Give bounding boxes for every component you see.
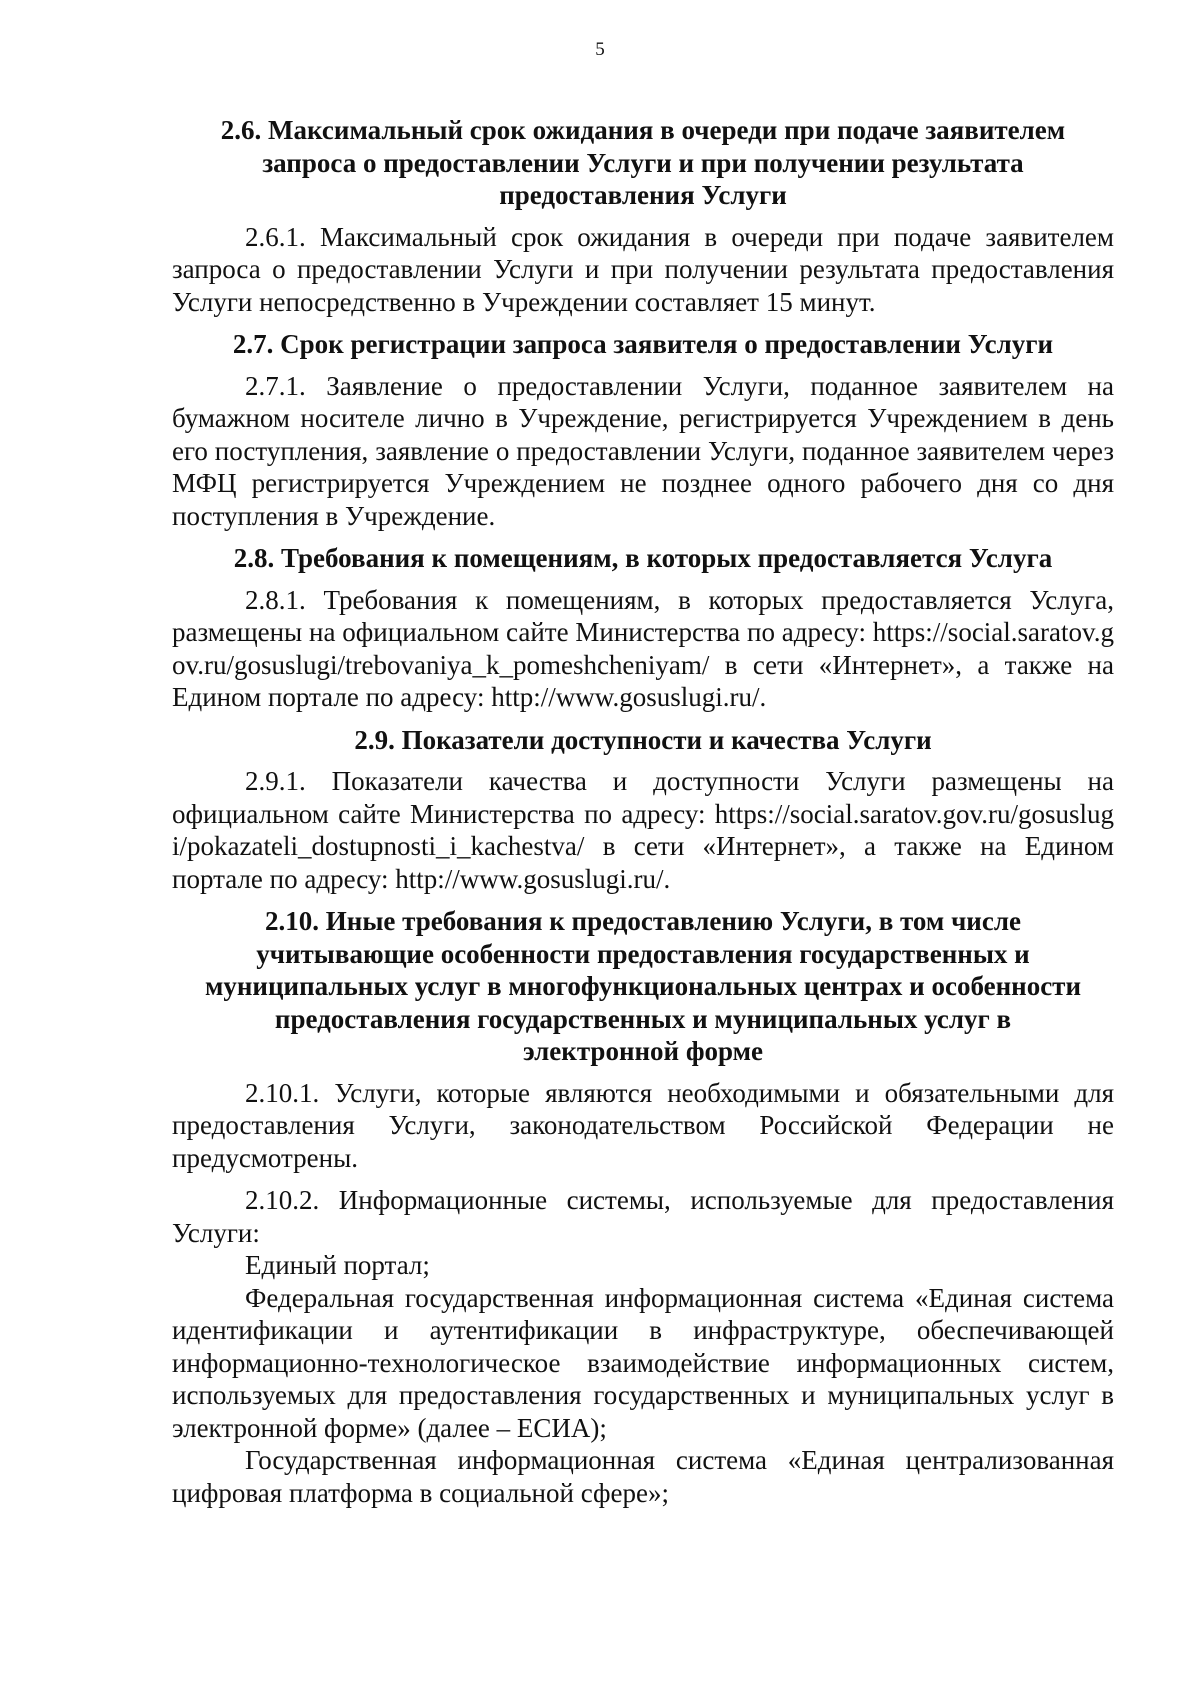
section-heading-2-6: [172, 114, 1114, 212]
section-heading-2-9: 2.9. Показатели доступности и качества Услуги: [354, 724, 932, 755]
list-item-esia: Федеральная государственная информационная система «Единая система идентификации и аутентификации в инфраструктуре, обеспечивающей информационно-технологическое взаимодействие информационных систем, используемых для предоставления государственных и муниципальных услуг в электронной форме» (далее – ЕСИА);: [172, 1282, 1114, 1443]
section-heading-2-10: [172, 905, 1114, 1068]
paragraph-text: в сети «Интернет», а также на Едином портале по адресу: http://www.gosuslugi.ru/.: [172, 649, 1114, 712]
heading-line: учитывающие особенности предоставления государственных и: [256, 938, 1030, 969]
paragraph-text: в сети «Интернет», а также на Едином портале по адресу: http://www.gosuslugi.ru/.: [172, 831, 1115, 894]
section-heading-2-8: 2.8. Требования к помещениям, в которых предоставляется Услуга: [233, 543, 1053, 573]
paragraph-2-10-2: 2.10.2. Информационные системы, используемые для предоставления Услуги:: [172, 1185, 1114, 1248]
paragraph-text: 2.9.1. Показатели качества и доступности Услуги размещены на официальном сайте Министерства по адресу:: [172, 766, 1114, 829]
quality-indicators-url[interactable]: https://social.saratov.gov.ru/gosuslugi/pokazateli_dostupnosti_i_kachestva/: [172, 798, 1114, 861]
requirements-url[interactable]: https://social.saratov.gov.ru/gosuslugi/trebovaniya_k_pomeshcheniyam/: [172, 617, 1115, 680]
page-number: 5: [595, 39, 605, 60]
heading-line: запроса о предоставлении Услуги и при получении результата: [262, 147, 1024, 178]
heading-line: 2.10. Иные требования к предоставлению Услуги, в том числе: [265, 906, 1021, 936]
heading-line: 2.6. Максимальный срок ожидания в очереди при подаче заявителем: [220, 115, 1066, 145]
paragraph-2-6-1: 2.6.1. Максимальный срок ожидания в очереди при подаче заявителем запроса о предоставлении Услуги и при получении результата предоставления Услуги непосредственно в Учреждении составляет 15 минут.: [172, 221, 1114, 317]
section-heading-2-7: 2.7. Срок регистрации запроса заявителя о предоставлении Услуги: [232, 329, 1054, 359]
paragraph-2-8-1: [172, 584, 1114, 714]
heading-line: предоставления государственных и муниципальных услуг в: [274, 1003, 1012, 1034]
document-body: [172, 114, 1114, 1509]
paragraph-2-9-1: [172, 765, 1114, 895]
heading-line: муниципальных услуг в многофункциональных центрах и особенности: [204, 971, 1082, 1001]
list-item-unified-portal: Единый портал;: [245, 1250, 430, 1280]
paragraph-2-7-1: 2.7.1. Заявление о предоставлении Услуги, поданное заявителем на бумажном носителе лично в Учреждение, регистрируется Учреждением в день его поступления, заявление о предоставлении Услуги, поданное заявителем через МФЦ регистрируется Учреждением не позднее одного рабочего дня со дня поступления в Учреждение.: [172, 370, 1114, 531]
heading-line: электронной форме: [522, 1036, 764, 1066]
paragraph-2-10-1: 2.10.1. Услуги, которые являются необходимыми и обязательными для предоставления Услуги, законодательством Российской Федерации не предусмотрены.: [172, 1077, 1114, 1173]
paragraph-text: 2.8.1. Требования к помещениям, в которых предоставляется Услуга, размещены на официальном сайте Министерства по адресу:: [172, 584, 1114, 647]
list-item-social-platform: Государственная информационная система «Единая централизованная цифровая платформа в социальной сфере»;: [172, 1445, 1114, 1508]
heading-line: предоставления Услуги: [499, 180, 787, 210]
